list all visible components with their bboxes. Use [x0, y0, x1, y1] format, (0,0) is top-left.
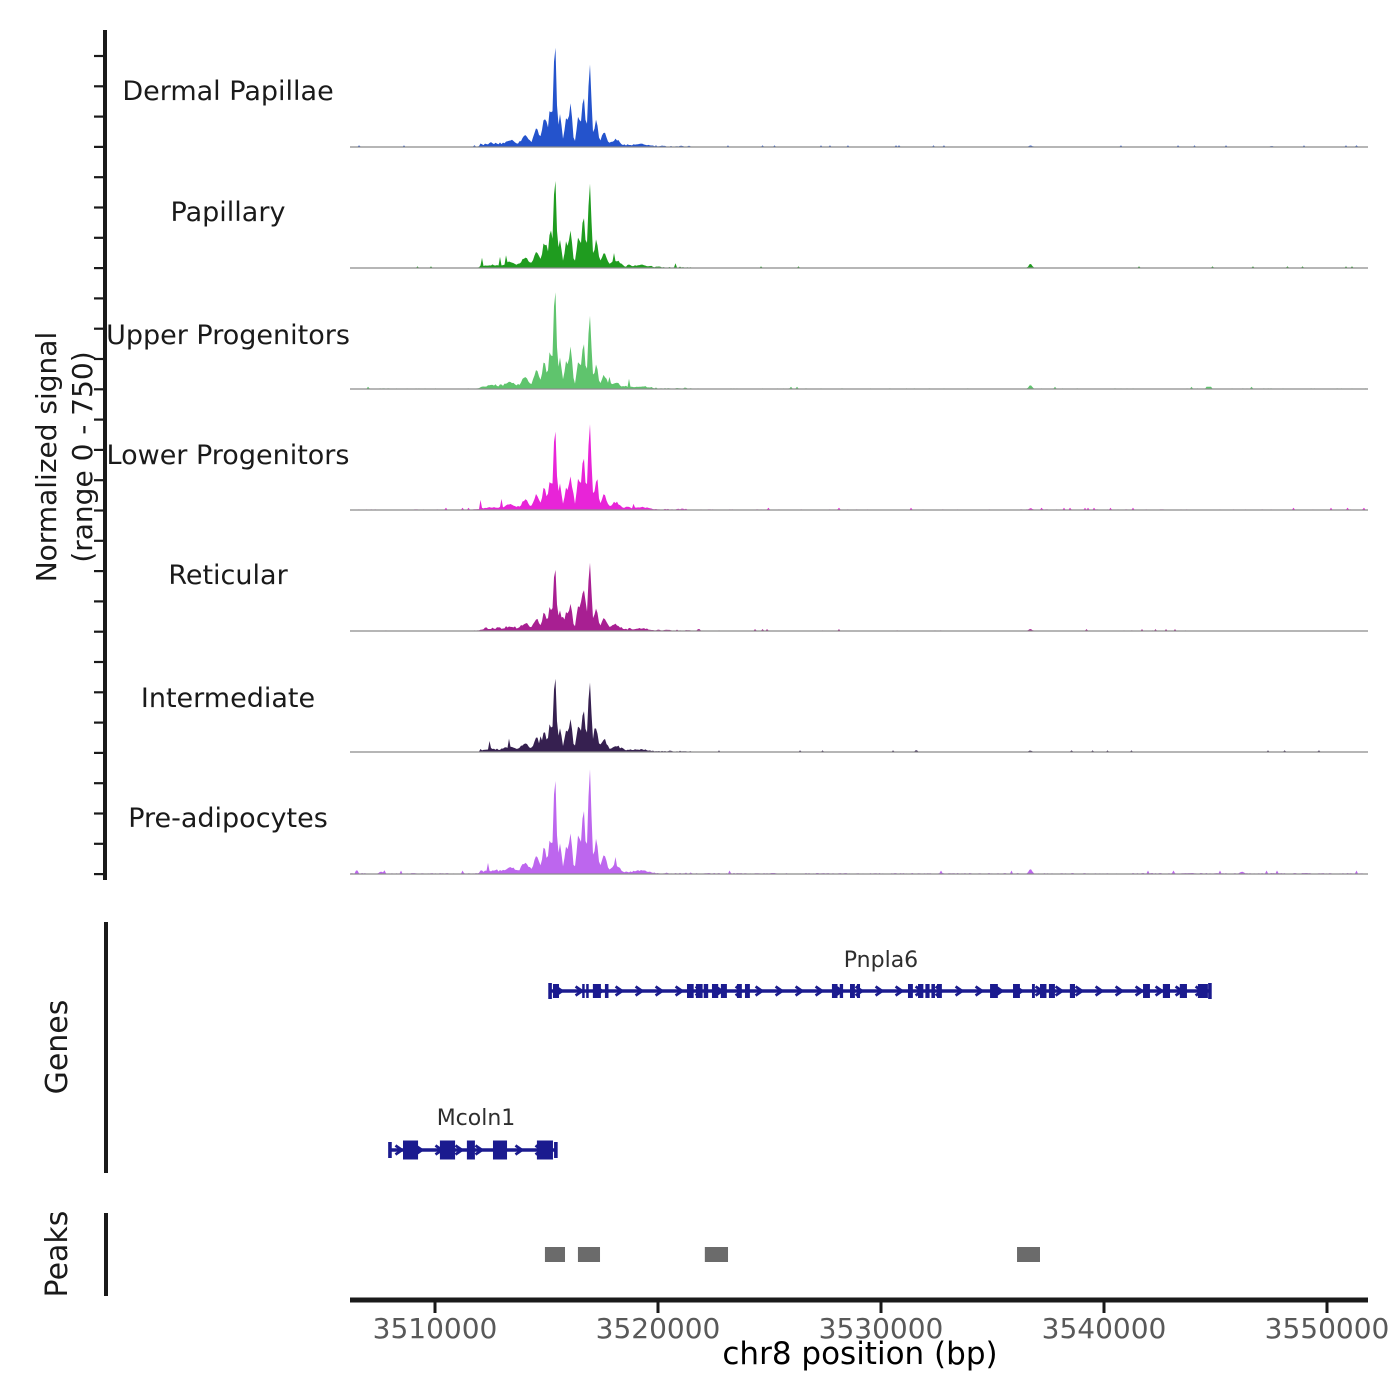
gene-exon — [1180, 984, 1187, 998]
gene-exon — [832, 984, 838, 998]
track-label-reticular: Reticular — [168, 560, 288, 591]
track-label-papillary: Papillary — [170, 197, 286, 228]
gene-exon — [553, 984, 559, 998]
track-label-intermediate: Intermediate — [140, 683, 316, 714]
gene-exon — [925, 984, 929, 998]
track-label-pre-adipocytes: Pre-adipocytes — [128, 803, 328, 834]
signal-area — [350, 424, 1368, 510]
gene-exon — [1198, 984, 1208, 998]
track-label-upper-progenitors: Upper Progenitors — [106, 320, 350, 351]
signal-area — [350, 769, 1368, 874]
signal-track-intermediate — [350, 679, 1368, 752]
signal-area — [350, 563, 1368, 631]
gene-exon — [745, 984, 750, 998]
peak-region — [578, 1247, 600, 1262]
signal-track-dermal-papillae — [350, 48, 1368, 147]
gene-exon — [467, 1141, 475, 1160]
peak-region — [705, 1247, 728, 1262]
gene-exon — [918, 984, 923, 998]
gene-exon — [937, 984, 942, 998]
gene-exon — [593, 984, 601, 998]
gene-exon — [737, 984, 742, 998]
gene-exon — [403, 1141, 418, 1160]
gene-exon — [721, 984, 727, 998]
gene-end-marker — [1208, 983, 1212, 999]
genes-section-label: Genes — [40, 999, 75, 1095]
gene-exon — [493, 1141, 507, 1160]
signal-track-papillary — [350, 181, 1368, 268]
signal-area — [350, 679, 1368, 752]
signal-area — [350, 181, 1368, 268]
gene-name-mcoln1: Mcoln1 — [436, 1106, 516, 1131]
gene-model-mcoln1 — [388, 1141, 558, 1160]
gene-exon — [1040, 984, 1046, 998]
x-axis-tick-3550000: 3550000 — [1264, 1312, 1390, 1345]
gene-exon — [840, 984, 843, 998]
gene-exon — [582, 984, 585, 998]
y-axis-label — [29, 277, 103, 637]
gene-exon — [687, 984, 694, 998]
gene-model-pnpla6 — [548, 983, 1211, 999]
gene-end-marker — [388, 1142, 392, 1158]
gene-exon — [586, 984, 589, 998]
x-axis-tick-3520000: 3520000 — [595, 1312, 721, 1345]
signal-area — [350, 48, 1368, 147]
gene-exon — [1013, 984, 1020, 998]
gene-end-marker — [554, 1142, 558, 1158]
gene-exon — [712, 984, 718, 998]
gene-exon — [1070, 984, 1075, 998]
signal-track-upper-progenitors — [350, 292, 1368, 389]
x-axis-title: chr8 position (bp) — [722, 1336, 998, 1372]
gene-exon — [696, 984, 703, 998]
gene-exon — [537, 1141, 553, 1160]
gene-exon — [1163, 984, 1170, 998]
signal-track-lower-progenitors — [350, 424, 1368, 510]
gene-exon — [931, 984, 935, 998]
peaks-track — [545, 1247, 1040, 1262]
gene-exon — [1032, 984, 1035, 998]
peaks-section-label: Peaks — [40, 1210, 75, 1298]
gene-exon — [605, 984, 609, 998]
gene-name-pnpla6: Pnpla6 — [843, 948, 919, 973]
peak-region — [545, 1247, 565, 1262]
gene-exon — [908, 984, 913, 998]
signal-track-pre-adipocytes — [350, 769, 1368, 874]
gene-exon — [850, 984, 855, 998]
x-axis-tick-3510000: 3510000 — [372, 1312, 498, 1345]
peak-region — [1017, 1247, 1040, 1262]
gene-end-marker — [548, 983, 552, 999]
gene-exon — [704, 984, 708, 998]
gene-exon — [990, 984, 998, 998]
gene-exon — [440, 1141, 455, 1160]
signal-area — [350, 292, 1368, 389]
y-axis-label-line2: (range 0 - 750) — [65, 351, 99, 563]
gene-exon — [857, 984, 860, 998]
gene-exon — [1143, 984, 1150, 998]
x-axis-tick-3540000: 3540000 — [1041, 1312, 1167, 1345]
signal-track-reticular — [350, 563, 1368, 631]
gene-exon — [1049, 984, 1055, 998]
x-axis-tick-3530000: 3530000 — [818, 1312, 944, 1345]
y-axis-label-line1: Normalized signal — [30, 331, 63, 583]
track-label-lower-progenitors: Lower Progenitors — [106, 440, 350, 471]
track-label-dermal-papillae: Dermal Papillae — [122, 76, 334, 107]
